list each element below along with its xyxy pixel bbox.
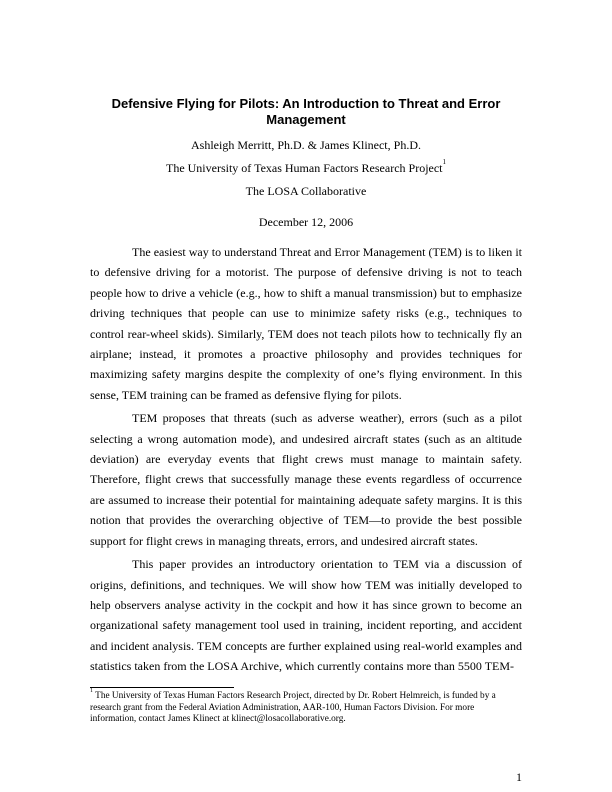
paragraph: TEM proposes that threats (such as adverse weather), errors (such as a pilot selecting a wrong automation mode), and undesired aircraft states (such as an altitude deviation) are everyday events that flight crews must manage to maintain safety. Therefore, flight crews that successfully manage these events regardless of occurrence are assumed to increase their potential for maintaining adequate safety margins. It is this notion that provides the overarching objective of TEM—to provide the best possible support for flight crews in managing threats, errors, and undesired aircraft states. [90, 411, 522, 548]
document-title: Defensive Flying for Pilots: An Introduction to Threat and Error Management [111, 96, 501, 127]
footnote-text: The University of Texas Human Factors Research Project, directed by Dr. Robert Helmreich, is funded by a research grant from the Federal Aviation Administration, AAR-100, Human Factors Division. For more information, contact James Klinect at klinect@losacollaborative.org. [90, 691, 496, 724]
affiliation [90, 158, 522, 175]
footnote-reference[interactable]: 1 [442, 158, 447, 166]
date-text: December 12, 2006 [258, 215, 354, 229]
footnote [90, 688, 522, 726]
paragraph: The easiest way to understand Threat and Error Management (TEM) is to liken it to defensive driving for a motorist. The purpose of defensive driving is not to teach people how to drive a vehicle (e.g., how to shift a manual transmission) but to emphasize driving techniques that people can use to minimize safety risks (e.g., techniques to control rear-wheel skids). Similarly, TEM does not teach pilots how to technically fly an airplane; instead, it promotes a proactive philosophy and provides techniques for maximizing safety margins despite the complexity of one’s flying environment. In this sense, TEM training can be framed as defensive flying for pilots. [90, 245, 522, 402]
document-date [90, 215, 522, 229]
paragraph: This paper provides an introductory orientation to TEM via a discussion of origins, definitions, and techniques. We will show how TEM was initially developed to help observers analyse activity in the cockpit and how it has since grown to become an organizational safety management tool used in training, incident reporting, and accident and incident analysis. TEM concepts are further explained using real-world examples and statistics taken from the LOSA Archive, which currently contains more than 5500 TEM- [90, 557, 522, 674]
footnote-separator [90, 687, 234, 688]
document-body [90, 242, 522, 677]
authors [90, 138, 522, 152]
page-number: 1 [516, 770, 522, 784]
authors-text: Ashleigh Merritt, Ph.D. & James Klinect, Ph.D. [191, 138, 421, 152]
organization-text: The LOSA Collaborative [245, 184, 367, 198]
affiliation-text: The University of Texas Human Factors Research Project [165, 161, 443, 175]
organization [90, 184, 522, 198]
footnote-mark: 1 [90, 688, 93, 694]
